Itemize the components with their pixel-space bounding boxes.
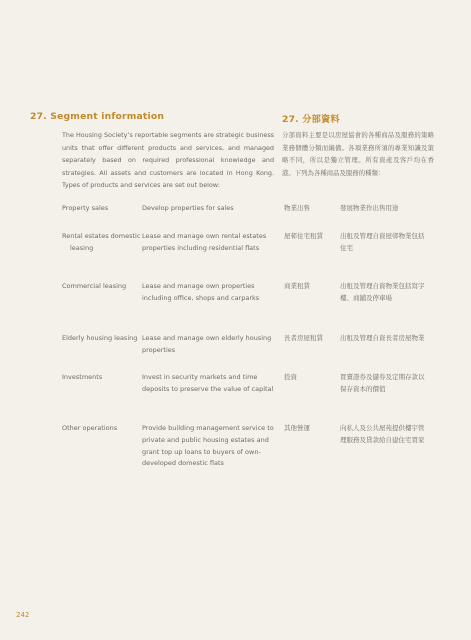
section-heading-chinese: 27. 分部資料 [282,114,340,125]
segment-name: Property sales [62,204,109,212]
section-heading-english: 27. Segment information [30,111,165,122]
segment-description-chinese: 發展物業作出售用途 [340,204,399,212]
segment-description-chinese: 買賣證券及儲券及定期存款以保存資本的價值 [340,373,425,393]
intro-paragraph-english: The Housing Society’s reportable segments are strategic business units that offer different products and services, and managed separately based on required professional knowledge and strategies. All assets and customers are located in Hong Kong. Types of products and services are set out below: [62,131,274,190]
segment-description: Lease and manage own properties including office, shops and carparks [142,282,260,302]
segment-name-chinese: 商業租賃 [284,282,310,290]
segment-description: Provide building management service to private and public housing estates and grant top up loans to buyers of own-developed domestic flats [142,424,274,468]
segment-description-chinese: 向私人及公共屋苑提供樓宇管理服務及貸款給自建住宅買家 [340,424,425,444]
segment-description-chinese: 出租及管理自資屋邨物業包括住宅 [340,232,425,252]
segment-description-chinese: 出租及管理自資物業包括寫字樓、商鋪及停車場 [340,282,425,302]
segment-description-chinese: 出租及管理自資長者房屋物業 [340,334,425,342]
segment-description: Develop properties for sales [142,204,234,212]
segment-description: Lease and manage own rental estates properties including residential flats [142,232,267,252]
segment-name: Investments [62,373,103,381]
segment-name-chinese: 投資 [284,373,297,381]
segment-description: Lease and manage own elderly housing properties [142,334,272,354]
segment-name-chinese: 長者房屋租賃 [284,334,323,342]
intro-paragraph-chinese: 分部資料主要是以房屋協會的各種商品及服務的策略業務個體分類而編備。各項業務所須的專業知識及策略不同，所以是獨立管理。所有資產及客戶均在香港。下列為各種商品及服務的種類： [282,131,434,177]
segment-name: Other operations [62,424,118,432]
segment-name: Rental estates domestic leasing [62,232,141,252]
segment-name-chinese: 屋邨住宅租賃 [284,232,323,240]
segment-name: Commercial leasing [62,282,127,290]
segment-name-chinese: 物業出售 [284,204,310,212]
page-number: 242 [16,611,30,619]
segment-name-chinese: 其他營運 [284,424,310,432]
segment-description: Invest in security markets and time deposits to preserve the value of capital [142,373,274,393]
segment-name: Elderly housing leasing [62,334,138,342]
